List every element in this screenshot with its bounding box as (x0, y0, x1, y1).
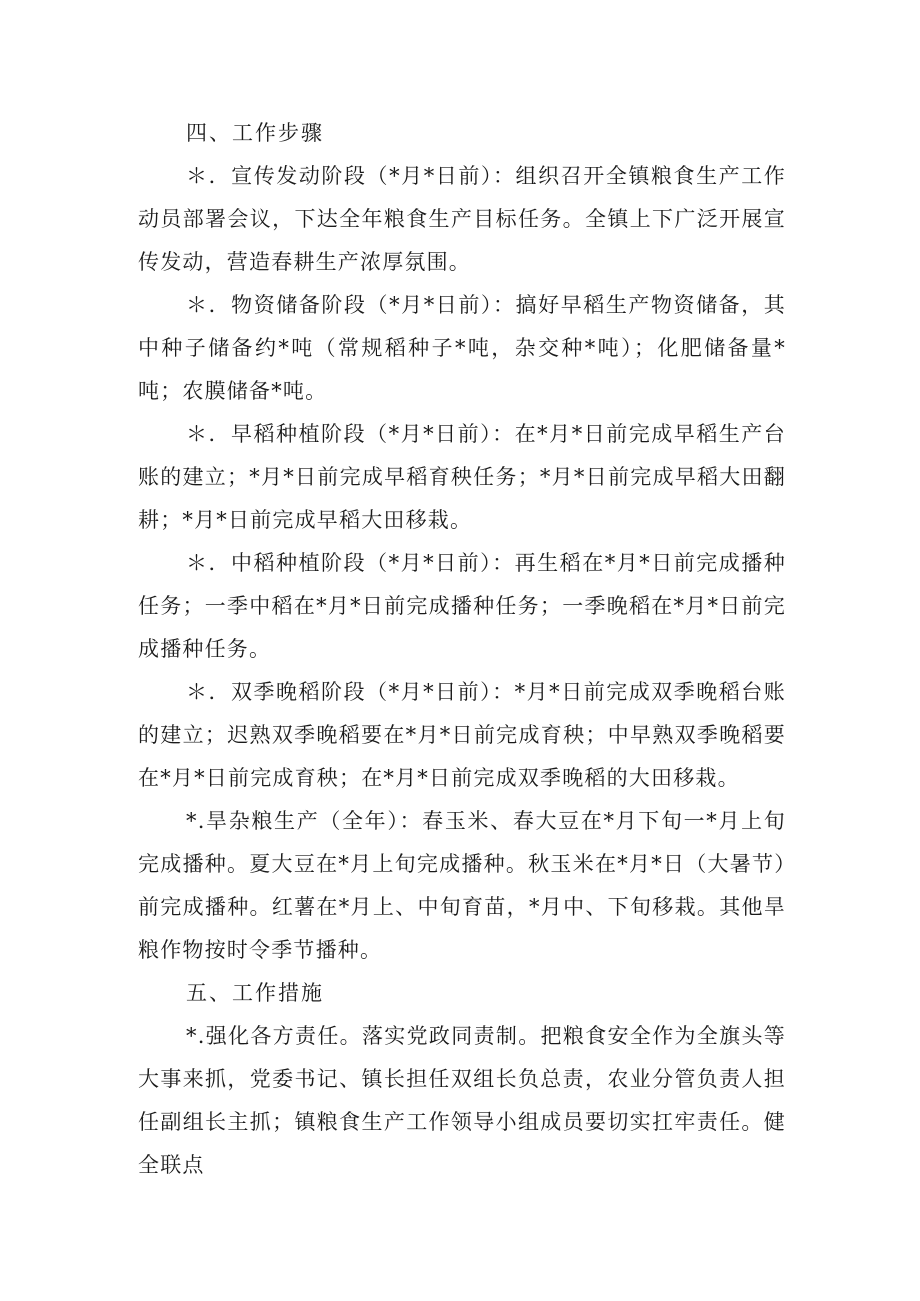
paragraph-material-reserve-stage: ＊．物资储备阶段（*月*日前）：搞好早稻生产物资储备，其中种子储备约*吨（常规稻种子*吨，杂交种*吨）；化肥储备量*吨；农膜储备*吨。 (138, 293, 786, 403)
paragraph-strengthen-responsibility: *.强化各方责任。落实党政同责制。把粮食安全作为全旗头等大事来抓，党委书记、镇长担任双组长负总责，农业分管负责人担任副组长主抓；镇粮食生产工作领导小组成员要切实扛牢责任。健全联点 (138, 1024, 786, 1177)
document-body (138, 112, 786, 1187)
paragraph-early-rice-stage: ＊．早稻种植阶段（*月*日前）：在*月*日前完成早稻生产台账的建立；*月*日前完成早稻育秧任务；*月*日前完成早稻大田翻耕；*月*日前完成早稻大田移栽。 (138, 422, 786, 532)
paragraph-double-late-rice-stage: ＊．双季晚稻阶段（*月*日前）：*月*日前完成双季晚稻台账的建立；迟熟双季晚稻要在*月*日前完成育秧；中早熟双季晚稻要在*月*日前完成育秧；在*月*日前完成双季晚稻的大田移栽。 (138, 680, 786, 790)
paragraph-middle-rice-stage: ＊．中稻种植阶段（*月*日前）：再生稻在*月*日前完成播种任务；一季中稻在*月*日前完成播种任务；一季晚稻在*月*日前完成播种任务。 (138, 551, 786, 661)
section-heading-work-steps: 四、工作步骤 (186, 121, 324, 145)
section-heading-work-measures: 五、工作措施 (186, 981, 324, 1005)
paragraph-publicity-stage: ＊．宣传发动阶段（*月*日前）：组织召开全镇粮食生产工作动员部署会议，下达全年粮食生产目标任务。全镇上下广泛开展宣传发动，营造春耕生产浓厚氛围。 (138, 164, 786, 274)
paragraph-dryland-grain-production: *.旱杂粮生产（全年）：春玉米、春大豆在*月下旬一*月上旬完成播种。夏大豆在*月上旬完成播种。秋玉米在*月*日（大暑节）前完成播种。红薯在*月上、中旬育苗，*月中、下旬移栽。其他旱粮作物按时令季节播种。 (138, 809, 786, 962)
